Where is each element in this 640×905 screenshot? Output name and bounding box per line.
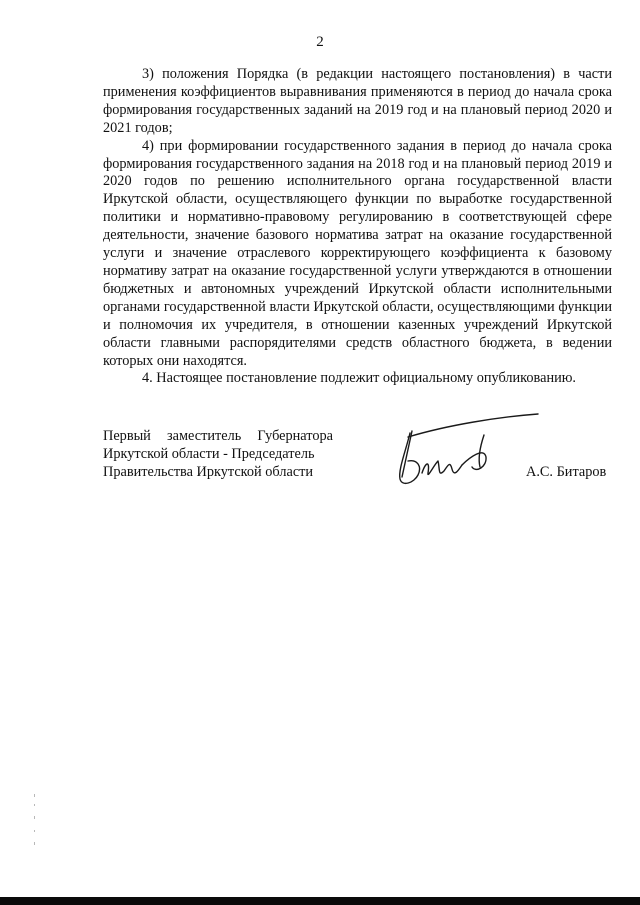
scan-artifacts (30, 790, 90, 850)
position-line: Первый заместитель Губернатора (103, 428, 333, 444)
position-line: Правительства Иркутской области (103, 463, 314, 480)
paragraph-publication: 4. Настоящее постановление подлежит официальному опубликованию. (142, 370, 577, 387)
position-line: Иркутской области - Председатель (103, 445, 315, 462)
signatory-position (103, 428, 343, 482)
paragraph-clause-3: 3) положения Порядка (в редакции настоящего постановления) в части применения коэффициентов выравнивания применяются в период до начала срока формирования государственных заданий на 2019 год и на плановый период 2020 и 2021 годов; (103, 66, 612, 136)
scan-edge-bar (0, 897, 640, 905)
handwritten-signature (388, 395, 548, 495)
paragraph-clause-4: 4) при формировании государственного задания в период до начала срока формирования государственного задания на 2018 год и на плановый период 2019 и 2020 годов по решению исполнительного органа государственной власти Иркутской области, осуществляющего функции по выработке государственной политики и нормативно-правовому регулированию в соответствующей сфере деятельности, значение базового норматива затрат на оказание государственной услуги и значение отраслевого корректирующего коэффициента к базовому нормативу затрат на оказание государственной услуги утверждаются в отношении бюджетных и автономных учреждений Иркутской области исполнительными органами государственной власти Иркутской области, осуществляющими функции и полномочия их учредителя, в отношении казенных учреждений Иркутской области главными распорядителями средств областного бюджета, в ведении которых они находятся. (103, 137, 612, 369)
document-body (103, 66, 612, 388)
signer-name: А.С. Битаров (526, 464, 607, 480)
page-number: 2 (316, 34, 324, 50)
